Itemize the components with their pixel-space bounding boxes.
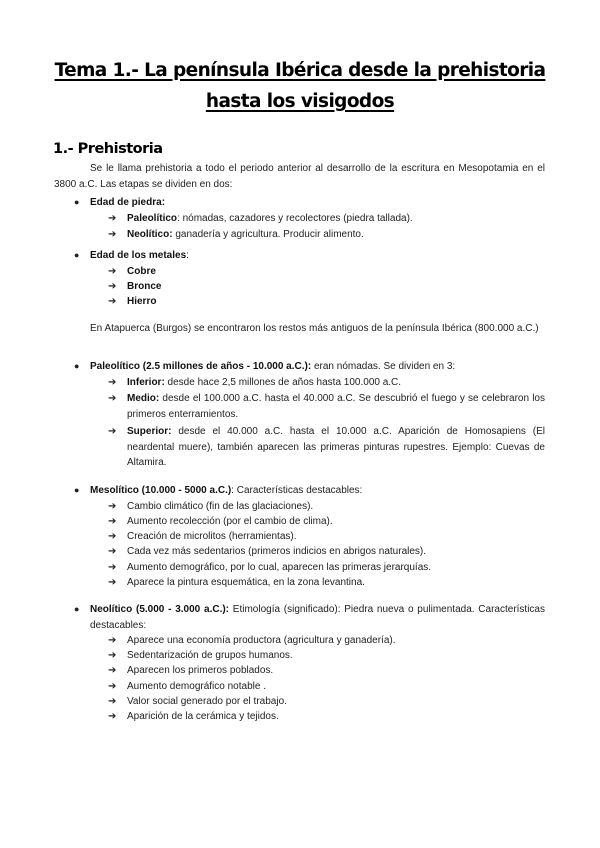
subitem-bold: Paleolítico [127, 213, 178, 224]
subitem-text: ganadería y agricultura. Producir alimento. [172, 229, 364, 240]
subitem-bold: Neolítico: [127, 229, 173, 240]
stage-label: Edad de piedra [90, 197, 162, 208]
intro-paragraph: Se le llama prehistoria a todo el periodo anterior al desarrollo de la escritura en Mesopotamia en el 3800 a.C. Las etapas se dividen en dos: [54, 163, 545, 190]
subitem-text: Aumento recolección (por el cambio de clima). [127, 516, 333, 527]
document-title-line-2: hasta los visigodos [205, 91, 395, 112]
subitem-text: desde el 40.000 a.C. hasta el 10.000 a.C. Aparición de Homosapiens (El neardental muere), también aparecen las primeras pinturas rupestres. Ejemplo: Cuevas de Altamira. [127, 426, 545, 468]
section-heading: 1.- Prehistoria [53, 141, 163, 157]
arrow-icon: ➔ [108, 546, 117, 557]
list-item-edad-piedra [74, 195, 545, 211]
arrow-icon: ➔ [108, 635, 117, 646]
subitem-text: Valor social generado por el trabajo. [127, 696, 287, 707]
list-subitem [108, 391, 545, 422]
subitem-bold: Cobre [127, 266, 156, 277]
list-subitem [108, 544, 545, 560]
subitem-text: Aparece la pintura esquemática, en la zona levantina. [127, 577, 365, 588]
list-subitem [108, 499, 545, 515]
list-subitem [108, 529, 545, 545]
bullet-icon: ● [74, 604, 80, 614]
arrow-icon: ➔ [108, 229, 117, 240]
list-item-neolitico [74, 602, 545, 633]
subitem-text: Aumento demográfico, por lo cual, aparecen las primeras jerarquías. [127, 562, 432, 573]
arrow-icon: ➔ [108, 577, 117, 588]
list-subitem [108, 694, 545, 710]
bullet-icon: ● [74, 485, 80, 495]
bullet-icon: ● [74, 197, 80, 207]
subitem-text: Aparición de la cerámica y tejidos. [127, 711, 279, 722]
list-item-mesolitico [74, 483, 545, 499]
list-subitem [108, 648, 545, 664]
arrow-icon: ➔ [108, 501, 117, 512]
arrow-icon: ➔ [108, 296, 117, 307]
arrow-icon: ➔ [108, 696, 117, 707]
subitem-bold: Inferior: [127, 377, 165, 388]
subitem-text: Aparece una economía productora (agricultura y ganadería). [127, 635, 396, 646]
subitem-text: Aumento demográfico notable . [127, 681, 266, 692]
bullet-icon: ● [74, 361, 80, 371]
arrow-icon: ➔ [108, 281, 117, 292]
list-subitem [108, 424, 545, 471]
arrow-icon: ➔ [108, 665, 117, 676]
stage-label-suffix: : [186, 250, 189, 261]
subitem-bold: Hierro [127, 296, 157, 307]
period-label: Paleolítico (2.5 millones de años - 10.000 a.C.): [90, 361, 312, 372]
list-item-edad-metales [74, 248, 545, 264]
subitem-text: desde hace 2,5 millones de años hasta 100.000 a.C. [164, 377, 402, 388]
arrow-icon: ➔ [108, 711, 117, 722]
subitem-text: Cada vez más sedentarios (primeros indicios en abrigos naturales). [127, 546, 427, 557]
list-subitem [108, 294, 545, 310]
subitem-text: : nómadas, cazadores y recolectores (piedra tallada). [177, 213, 413, 224]
list-subitem [108, 211, 545, 227]
list-subitem [108, 227, 545, 243]
list-subitem [108, 375, 545, 391]
arrow-icon: ➔ [108, 516, 117, 527]
list-item-paleolitico [74, 359, 545, 375]
stage-label-suffix: : [161, 197, 166, 208]
period-label: Mesolítico (10.000 - 5000 a.C.) [90, 485, 232, 496]
subitem-text: Cambio climático (fin de las glaciaciones). [127, 501, 314, 512]
subitem-bold: Superior: [127, 426, 172, 437]
list-subitem [108, 575, 545, 591]
list-subitem [108, 633, 545, 649]
list-subitem [108, 264, 545, 280]
arrow-icon: ➔ [108, 681, 117, 692]
arrow-icon: ➔ [108, 562, 117, 573]
stage-label: Edad de los metales [90, 250, 187, 261]
list-subitem [108, 514, 545, 530]
list-subitem [108, 279, 545, 295]
list-subitem [108, 709, 545, 725]
subitem-text: Sedentarización de grupos humanos. [127, 650, 293, 661]
arrow-icon: ➔ [108, 650, 117, 661]
period-text: : Características destacables: [231, 485, 363, 496]
list-subitem [108, 560, 545, 576]
arrow-icon: ➔ [108, 213, 117, 224]
atapuerca-paragraph: En Atapuerca (Burgos) se encontraron los restos más antiguos de la península Ibérica (800.000 a.C.) [90, 323, 539, 334]
period-text: eran nómadas. Se dividen en 3: [311, 361, 456, 372]
document-title-line-1: Tema 1.- La península Ibérica desde la prehistoria [54, 60, 546, 81]
arrow-icon: ➔ [108, 426, 117, 437]
bullet-icon: ● [74, 250, 80, 260]
subitem-text: Creación de microlitos (herramientas). [127, 531, 297, 542]
list-subitem [108, 679, 545, 695]
subitem-bold: Medio: [127, 393, 160, 404]
arrow-icon: ➔ [108, 266, 117, 277]
subitem-text: desde el 100.000 a.C. hasta el 40.000 a.C. Se descubrió el fuego y se celebraron los primeros enterramientos. [127, 393, 545, 420]
arrow-icon: ➔ [108, 393, 117, 404]
period-label: Neolítico (5.000 - 3.000 a.C.): [90, 604, 230, 615]
list-subitem [108, 663, 545, 679]
arrow-icon: ➔ [108, 377, 117, 388]
subitem-bold: Bronce [127, 281, 162, 292]
period-text: Etimología (significado): Piedra nueva o pulimentada. Características destacables: [90, 604, 545, 631]
arrow-icon: ➔ [108, 531, 117, 542]
subitem-text: Aparecen los primeros poblados. [127, 665, 274, 676]
